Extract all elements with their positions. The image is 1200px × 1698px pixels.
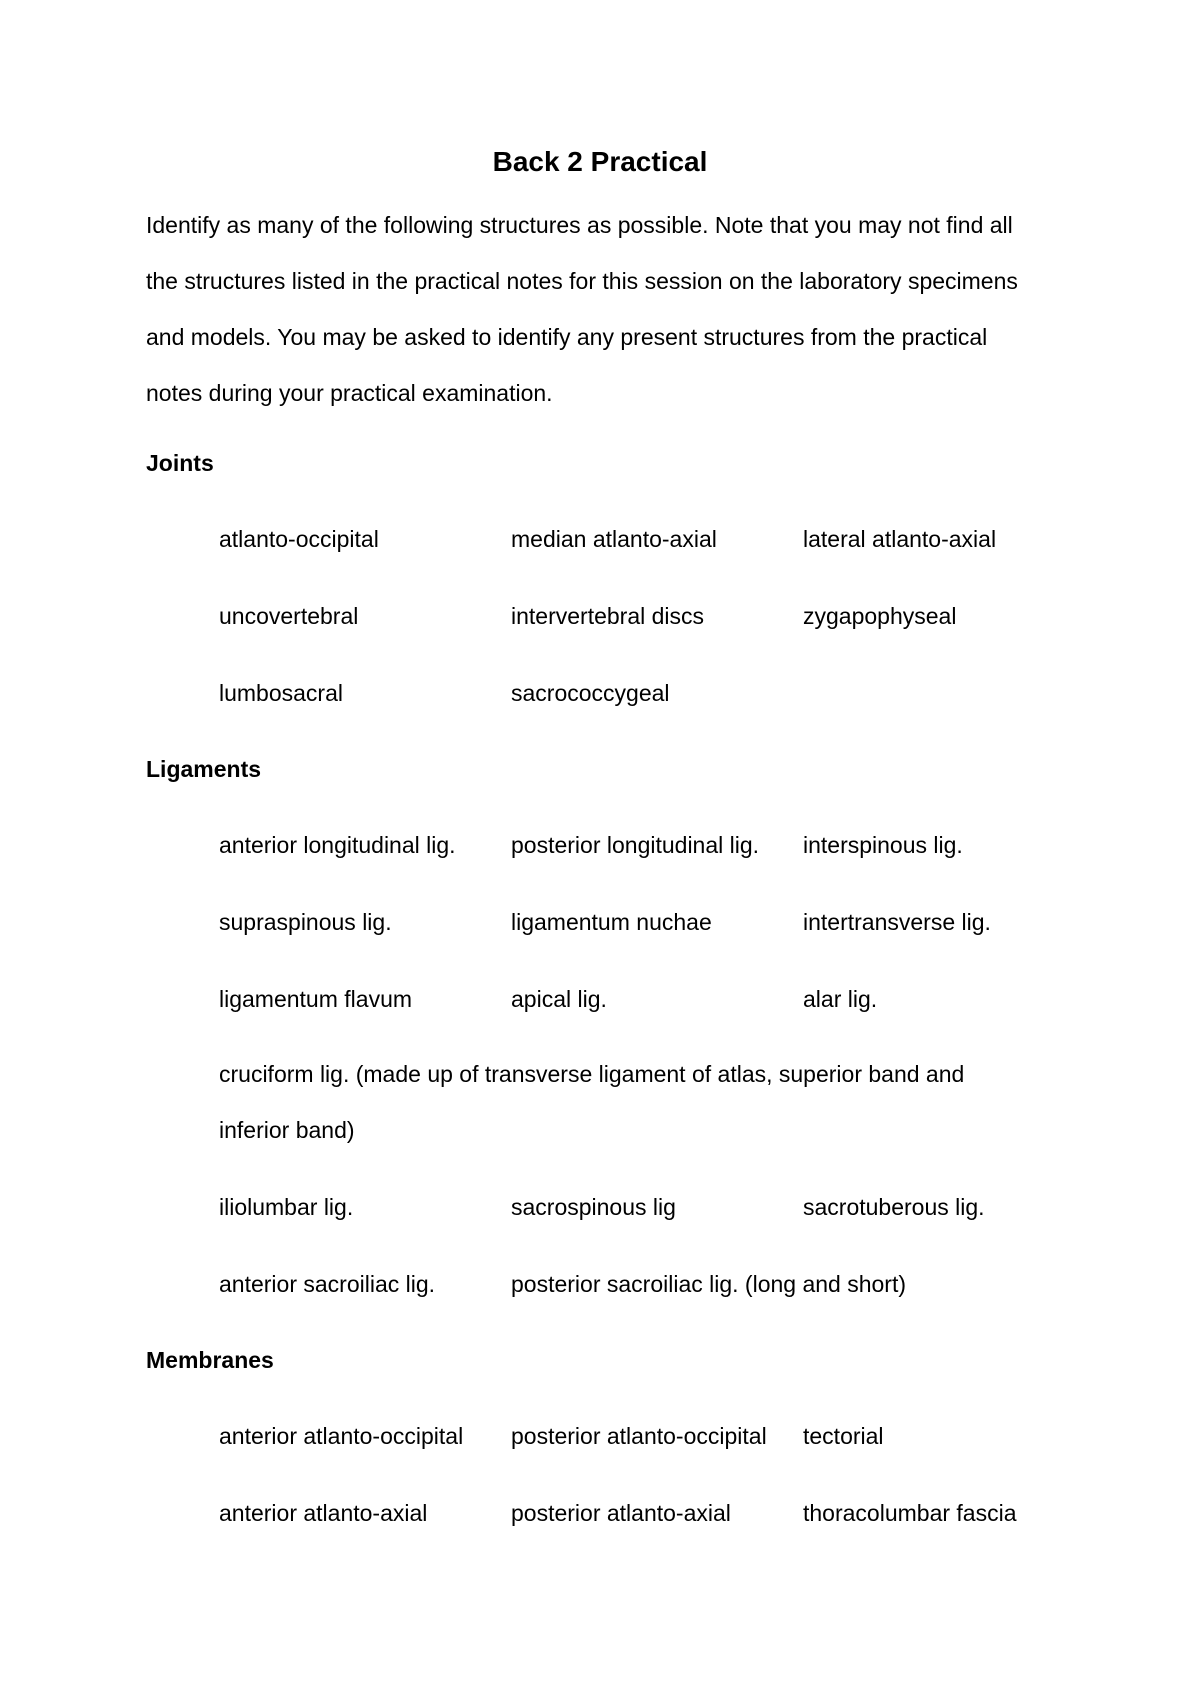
list-item: apical lig. (511, 986, 607, 1012)
ligaments-row (219, 1269, 1119, 1299)
list-item: sacrotuberous lig. (803, 1194, 985, 1220)
list-item: ligamentum flavum (219, 986, 413, 1012)
list-item: alar lig. (803, 986, 878, 1012)
list-item: intervertebral discs (511, 603, 705, 629)
list-item: anterior atlanto-occipital (219, 1423, 464, 1449)
list-item: median atlanto-axial (511, 526, 717, 552)
list-item: posterior atlanto-occipital (511, 1423, 767, 1449)
list-item: zygapophyseal (803, 603, 957, 629)
intro-paragraph: Identify as many of the following structures as possible. Note that you may not find all the structures listed in the practical notes for this session on the laboratory specimens and models. You may be asked to identify any present structures from the practical notes during your practical examination. (146, 212, 1018, 406)
list-item: ligamentum nuchae (511, 909, 712, 935)
list-item: thoracolumbar fascia (803, 1500, 1017, 1526)
membranes-row (219, 1498, 1119, 1528)
cruciform-ligament-item: cruciform lig. (made up of transverse ligament of atlas, superior band and inferior band) (219, 1061, 965, 1143)
list-item: posterior sacroiliac lig. (long and short) (511, 1271, 907, 1297)
list-item: sacrococcygeal (511, 680, 670, 706)
ligaments-row (219, 1192, 1119, 1222)
list-item: intertransverse lig. (803, 909, 991, 935)
list-item: interspinous lig. (803, 832, 963, 858)
section-heading-joints: Joints (146, 450, 214, 476)
list-item: lumbosacral (219, 680, 343, 706)
ligaments-row (219, 907, 1119, 937)
membranes-row (219, 1421, 1119, 1451)
joints-row (219, 678, 1119, 708)
page-title: Back 2 Practical (492, 146, 708, 177)
list-item: lateral atlanto-axial (803, 526, 997, 552)
list-item: uncovertebral (219, 603, 359, 629)
ligaments-row (219, 984, 1119, 1014)
list-item: anterior sacroiliac lig. (219, 1271, 436, 1297)
joints-row (219, 524, 1119, 554)
list-item: tectorial (803, 1423, 884, 1449)
section-heading-membranes: Membranes (146, 1347, 274, 1373)
list-item: sacrospinous lig (511, 1194, 676, 1220)
list-item: posterior atlanto-axial (511, 1500, 731, 1526)
joints-row (219, 601, 1119, 631)
list-item: posterior longitudinal lig. (511, 832, 760, 858)
list-item: anterior longitudinal lig. (219, 832, 456, 858)
list-item: iliolumbar lig. (219, 1194, 354, 1220)
section-heading-ligaments: Ligaments (146, 756, 262, 782)
list-item: atlanto-occipital (219, 526, 379, 552)
list-item: supraspinous lig. (219, 909, 392, 935)
list-item: anterior atlanto-axial (219, 1500, 428, 1526)
ligaments-row (219, 830, 1119, 860)
